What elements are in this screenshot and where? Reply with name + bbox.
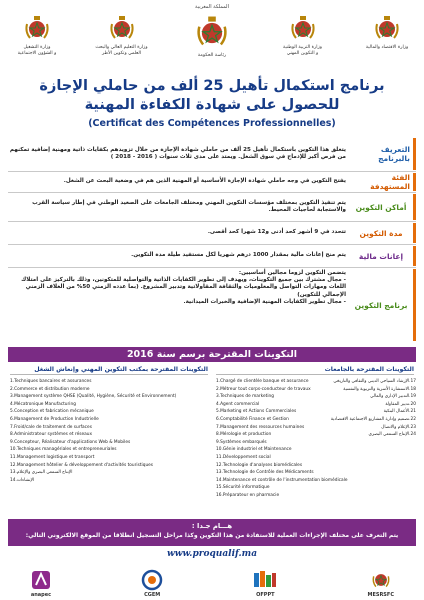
row-bullets	[8, 269, 346, 341]
institution-name: رئاسة الحكومة	[197, 53, 227, 58]
list-item: 1.Chargé de clientèle banque et assurance	[216, 379, 309, 384]
row-label: برنامج التكوين	[352, 269, 416, 341]
anapec-logo-icon	[30, 569, 52, 591]
university-course-list-fr	[216, 378, 348, 500]
institution-name: وزارة الاقتصاد والمالية	[365, 45, 409, 50]
list-item: 8.Administrateur systèmes et réseaux	[10, 432, 93, 438]
list-item: 3.Techniques de marketing	[216, 394, 274, 400]
divider	[8, 171, 416, 172]
list-item: 1.Techniques bancaires et assurances	[10, 379, 92, 384]
institution-name: وزارة التعليم العالي والبحث العلمي وتكوين الأطر	[95, 45, 148, 56]
list-item: 12.Management hôtelier & développement d'activités touristiques	[10, 462, 154, 468]
list-item: 23.الإعلام والاتصال	[381, 424, 416, 430]
list-item: 15.Sécurité informatique	[216, 485, 270, 491]
list-item: 19.التدبير الإداري والمالي	[370, 394, 416, 400]
list-item: 4.Mécatronique Manufacturing	[10, 401, 76, 407]
bullet-item: - مجال مشترك بين جميع التكوينات، ويهدف إلى تطوير الكفايات الذاتية والتواصلية للمتكونين، وذلك بالتركيز على امتلاك اللغات ومهارات التواصل والمعلوميات والثقافة المقاولاتية وتدبير المشروع. (بما عدده الزمني 50% من الغلاف الزمني الإجمالي للتكوين)	[21, 277, 346, 298]
info-row-training-program	[8, 269, 416, 341]
institution-national-education	[274, 14, 332, 66]
list-item: 8.Mérologie et production	[216, 432, 272, 438]
list-item: 16.Préparateur en pharmacie	[216, 492, 280, 498]
list-item: 10.Génie industriel et Maintenance	[216, 447, 292, 453]
university-course-list-ar	[310, 378, 416, 439]
list-item: 13.Technologie de Contrôle des Médicaments	[216, 470, 314, 476]
list-item: 17.الإرشاد السياحي الديني والثقافي والتاريخي	[333, 379, 416, 384]
institution-name: وزارة التربية الوطنية و التكوين المهني	[283, 45, 322, 56]
ofppt-logo	[252, 569, 278, 598]
list-item: 11.Management logistique et transport	[10, 454, 95, 460]
list-item: 11.Développement social	[216, 454, 271, 460]
info-row-financial-aid	[8, 246, 416, 266]
info-row-duration	[8, 223, 416, 243]
divider	[8, 244, 416, 245]
list-item: 20.تدبير المقاولة	[385, 401, 416, 407]
row-text: يتم منح إعانات مالية بمقدار 1000 درهم شهريا لكل مستفيد طيلة مدة التكوين.	[131, 252, 346, 259]
important-notice	[8, 519, 416, 546]
page-subtitle: (Certificat des Compétences Professionnelles)	[88, 118, 336, 129]
list-item: 10.Techniques managériales et entrepreneuriales	[10, 447, 117, 453]
title-line-1: برنامج استكمال تأهيل 25 ألف من حاملي الإجازة	[39, 78, 385, 94]
list-item: 13.الإنتاج السمعي البصري والإعلام	[10, 470, 73, 476]
anapec-logo	[30, 569, 52, 598]
list-item: 2.Métreur tout corps-conducteur de travaux	[216, 386, 311, 392]
list-item: 21.الأعمال البنكية	[383, 409, 416, 415]
institution-logos	[8, 14, 416, 66]
bullet-item: - مجال تطوير الكفايات المهنية الإضافية والخبرات الميدانية.	[183, 298, 346, 305]
list-item: 4.Agent commercial	[216, 401, 260, 407]
institution-employment	[8, 14, 66, 66]
list-item: 18.الاستشارة الأسرية والتربوية والنفسية	[343, 386, 416, 392]
list-item: 2.Commerce et distribution moderne	[10, 386, 90, 392]
moroccan-emblem-icon	[370, 569, 392, 591]
list-item: 9.Concepteur, Réalisateur d'applications Web & Mobiles	[10, 439, 131, 445]
institution-higher-education	[93, 14, 151, 66]
website-link[interactable]: www.proqualif.ma	[166, 549, 258, 559]
list-item: 7.Management des ressources humaines	[216, 424, 305, 430]
moroccan-emblem-icon	[107, 14, 137, 44]
moroccan-emblem-icon	[22, 14, 52, 44]
moroccan-emblem-icon	[288, 14, 318, 44]
list-item: 7.Froid/cale de traitement de surfaces	[10, 424, 92, 430]
institution-government	[177, 14, 247, 66]
courses-2016-banner: التكوينات المقترحة برسم سنة 2016	[8, 347, 416, 362]
ofppt-logo-icon	[252, 569, 278, 591]
list-item: 9.Systèmes embarqués	[216, 439, 267, 445]
list-item: 14.الإنشاءات	[10, 477, 35, 483]
list-item: 24.الإنتاج السمعي البصري	[368, 432, 416, 438]
row-label: إعانات مالية	[352, 246, 416, 266]
notice-text: يتم التعرف على مختلف الإجراءات العملية للاستفادة من هذا التكوين وكذا مراحل التسجيل انطلاقا من الموقع الالكتروني التالي:	[25, 532, 399, 539]
logo-label: anapec	[30, 592, 52, 598]
list-item: 12.Technologie d'analyses biomédicales	[216, 462, 303, 468]
university-courses-heading: التكوينات المقترحة بالجامعات	[216, 366, 414, 375]
list-item: 5.Conception et fabrication mécanique	[10, 409, 94, 415]
list-item: 6.Management de Production Industrielle	[10, 416, 99, 422]
bullet-item: يتضمن التكوين لزوما مجالين أساسيين:	[238, 270, 346, 276]
info-row-target	[8, 173, 416, 191]
row-label: التعريف بالبرنامج	[352, 138, 416, 170]
page-title	[20, 77, 404, 115]
row-text: يتم تنفيذ التكوين بمختلف مؤسسات التكوين المهني ومختلف الجامعات على الصعيد الوطني في إطار سياسة القرب والاستجابة لحاجيات المحيط.	[32, 199, 346, 213]
row-text: يتعلق هذا التكوين باستكمال تأهيل 25 ألف من حاملي شهادة الإجازة من خلال تزويدهم بكفايات ذاتية ومهنية إضافية تمكنهم من فرص أكبر للإدماج في سوق الشغل. ويمتد على مدى ثلاث سنوات ( 2016 - 2018 )	[9, 146, 346, 160]
kingdom-title: المملكة المغربية	[195, 4, 229, 10]
logo-label: MESRSFC	[367, 592, 394, 598]
title-line-2: للحصول على شهادة الكفاءة المهنية	[84, 97, 340, 113]
list-item: 14.Maintenance et contrôle de l'instrumentation biomédicale	[216, 477, 348, 483]
cgem-logo	[141, 569, 163, 598]
divider	[8, 267, 416, 268]
row-label: مدة التكوين	[352, 223, 416, 243]
mesrsfc-logo	[367, 569, 394, 598]
list-item: 3.Management système QHSE (Qualité, Hygiène, Sécurité et Environnement)	[10, 394, 177, 400]
ofppt-course-list	[10, 378, 208, 484]
cgem-logo-icon	[141, 569, 163, 591]
divider	[8, 192, 416, 193]
notice-heading: هـــام جـدا :	[191, 522, 233, 530]
list-item: 6.Comptabilité Finance et Gestion	[216, 416, 289, 422]
institution-name: وزارة التشغيل و الشؤون الاجتماعية	[17, 45, 57, 56]
logo-label: OFPPT	[256, 592, 275, 598]
list-item: 22.تصميم وإدارة المشاريع الاجتماعية الاقتصادية	[330, 416, 416, 422]
divider	[8, 221, 416, 222]
row-text: تتحدد في 9 أشهر كحد أدنى و12 شهرا كحد أقصى.	[207, 229, 346, 236]
logo-label: CGEM	[144, 592, 161, 598]
row-label: الفئة المستهدفة	[352, 173, 416, 191]
info-row-definition	[8, 138, 416, 170]
moroccan-emblem-icon	[193, 14, 231, 52]
partner-logos	[8, 562, 416, 598]
info-row-locations	[8, 194, 416, 220]
institution-finance	[358, 14, 416, 66]
row-text: يفتح التكوين في وجه حاملي شهادة الإجازة الأساسية أو المهنية الذين هم في وضعية البحث عن الشغل.	[63, 178, 346, 185]
row-label: أماكن التكوين	[352, 194, 416, 220]
ofppt-courses-heading: التكوينات المقترحة بمكتب التكوين المهني وإنعاش الشغل	[10, 366, 208, 375]
moroccan-emblem-icon	[372, 14, 402, 44]
list-item: 5.Marketing et Actions Commerciales	[216, 409, 297, 415]
